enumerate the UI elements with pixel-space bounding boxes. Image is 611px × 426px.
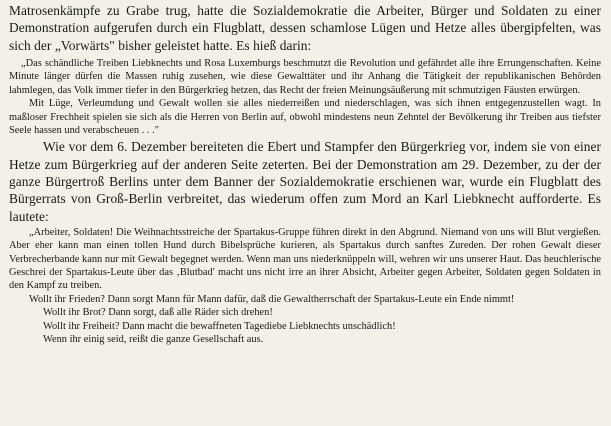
quote-paragraph: Mit Lüge, Verleumdung und Gewalt wollen sie alles niederreißen und niederschlagen, was sich ihnen entgegenzustellen wagt. In maßloser Frechheit spielen sie sich als die Herren von Berlin auf, obwohl mindestens neun Zehntel der Bevölkerung ihr Treiben aus tiefster Seele hassen und verabscheuen . . ." xyxy=(9,98,601,136)
quote-paragraph: Wollt ihr Freiheit? Dann macht die bewaffneten Tagediebe Liebknechts unschädlich! xyxy=(43,320,396,332)
quote-paragraph: „Das schändliche Treiben Liebknechts und Rosa Luxemburgs beschmutzt die Revolution und gefährdet alle ihre Errungenschaften. Keine Minute länger dürfen die Massen ruhig zusehen, wie diese Gewalttäter und ihr Anhang die Tätigkeit der republikanischen Behörden lahmlegen, das Volk immer tiefer in den Bürgerkrieg hetzen, das Recht der freien Meinungsäußerung mit schmutzigen Fäusten erwürgen. xyxy=(9,57,601,96)
quote-paragraph: Wollt ihr Brot? Dann sorgt, daß alle Räder sich drehen! xyxy=(43,307,273,319)
quote-paragraph: Wenn ihr einig seid, reißt die ganze Gesellschaft aus. xyxy=(43,334,264,346)
quote-paragraph: „Arbeiter, Soldaten! Die Weihnachtsstreiche der Spartakus-Gruppe führen direkt in den Abgrund. Niemand von uns will Blut vergießen. Aber eher kann man einen tollen Hund durch Bibelsprüche kurieren, als Spartakus durch sanftes Zureden. Der rohen Gewalt dieser Verbrecherbande kann nur mit Gewalt begegnet werden. Wenn man uns niederknüppeln will, wehren wir uns unserer Haut. Das heuchlerische Geschrei der Spartakus-Leute über das ‚Blutbad' macht uns nicht irre an ihrer Absicht, Arbeiter gegen Arbeiter, Soldaten gegen Soldaten in den Kampf zu treiben. xyxy=(9,226,601,292)
body-paragraph: Matrosenkämpfe zu Grabe trug, hatte die Sozialdemokratie die Arbeiter, Bürger und Soldaten zu einer Demonstration aufgerufen durch ein Flugblatt, dessen schamlose Lügen und Hetze alles übergipfelten, was sich der „Vorwärts" bisher geleistet hatte. Es hieß darin: xyxy=(9,3,601,53)
quote-paragraph: Wollt ihr Frieden? Dann sorgt Mann für Mann dafür, daß die Gewaltherrschaft der Spartakus-Leute ein Ende nimmt! xyxy=(29,293,515,305)
body-paragraph: Wie vor dem 6. Dezember bereiteten die Ebert und Stampfer den Bürgerkrieg vor, indem sie von einer Hetze zum Bürgerkrieg auf der anderen Seite zeterten. Bei der Demonstration am 29. Dezember, zu der der ganze Bürgertroß Berlins unter dem Banner der Sozialdemokratie erschienen war, wurde ein Flugblatt des Bürgerrats von Groß-Berlin verbreitet, das wiederum offen zum Mord an Karl Liebknecht aufforderte. Es lautete: xyxy=(9,139,601,224)
